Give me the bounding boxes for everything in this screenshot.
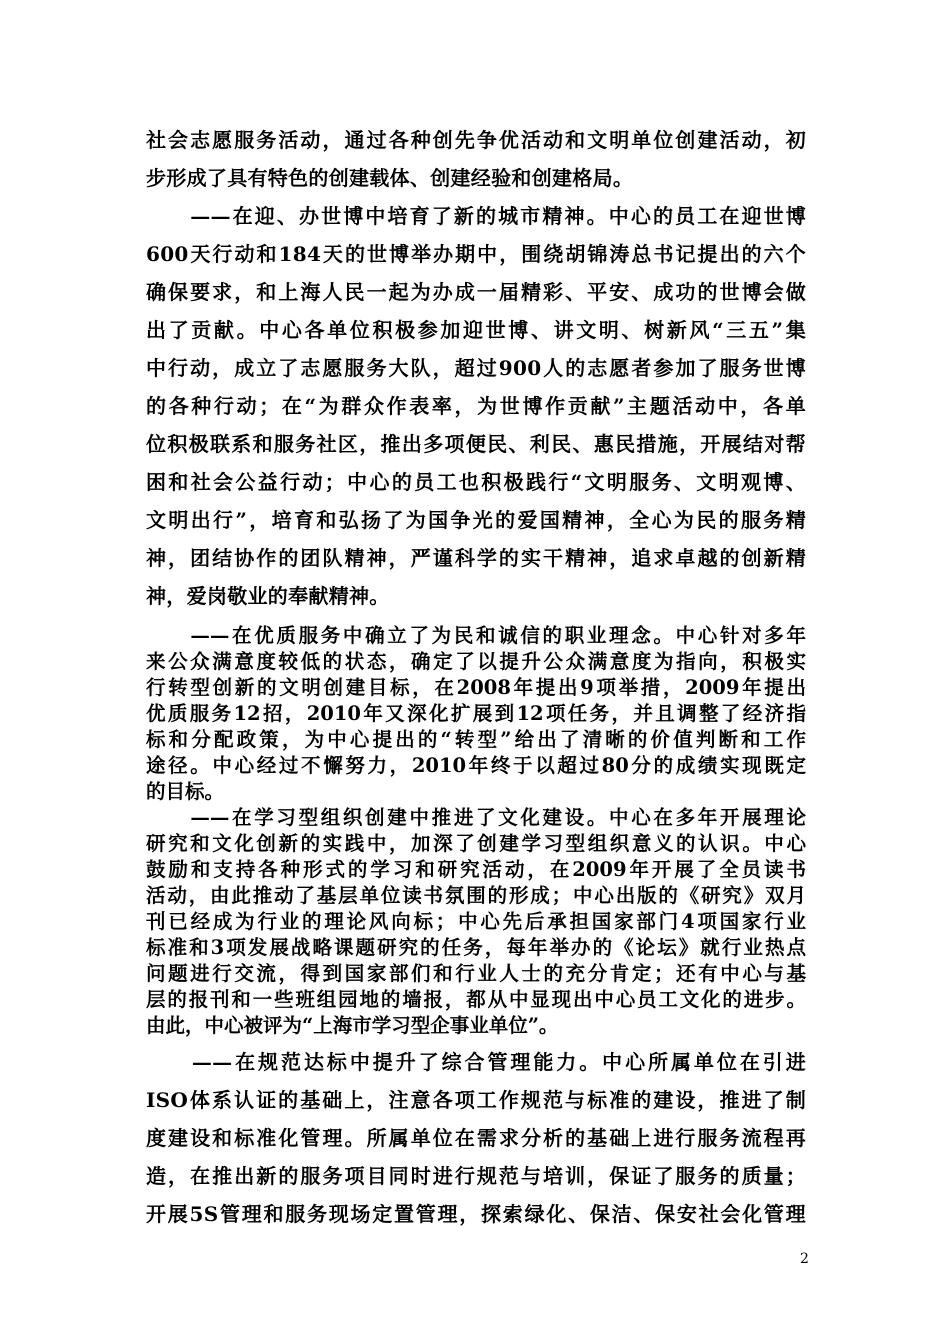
- paragraph-line: 优质服务12招，2010年又深化扩展到12项任务，并且调整了经济指: [146, 702, 806, 725]
- paragraph-line: ——在规范达标中提升了综合管理能力。中心所属单位在引进: [146, 1050, 806, 1074]
- paragraph-line: 开展5S管理和服务现场定置管理，探索绿化、保洁、保安社会化管理: [146, 1202, 806, 1226]
- paragraph-line: 由此，中心被评为“上海市学习型企事业单位”。: [146, 1014, 559, 1037]
- paragraph-line: 出了贡献。中心各单位积极参加迎世博、讲文明、树新风“三五”集: [146, 318, 806, 342]
- paragraph-line: 层的报刊和一些班组园地的墙报，都从中显现出中心员工文化的进步。: [146, 988, 806, 1011]
- paragraph-line: 中行动，成立了志愿服务大队，超过900人的志愿者参加了服务世博: [146, 356, 806, 380]
- paragraph-line: 神，团结协作的团队精神，严谨科学的实干精神，追求卓越的创新精: [146, 546, 806, 570]
- paragraph-line: 神，爱岗敬业的奉献精神。: [146, 584, 390, 608]
- paragraph-line: 刊已经成为行业的理论风向标；中心先后承担国家部门4项国家行业: [146, 910, 806, 933]
- paragraph-line: 行转型创新的文明创建目标，在2008年提出9项举措，2009年提出: [146, 676, 806, 699]
- paragraph-line: 社会志愿服务活动，通过各种创先争优活动和文明单位创建活动，初: [146, 128, 806, 152]
- paragraph-line: 标准和3项发展战略课题研究的任务，每年举办的《论坛》就行业热点: [146, 936, 806, 959]
- paragraph-line: 来公众满意度较低的状态，确定了以提升公众满意度为指向，积极实: [146, 650, 806, 673]
- paragraph-line: 步形成了具有特色的创建载体、创建经验和创建格局。: [146, 166, 634, 190]
- paragraph-line: ——在学习型组织创建中推进了文化建设。中心在多年开展理论: [146, 806, 806, 829]
- paragraph-line: 600天行动和184天的世博举办期中，围绕胡锦涛总书记提出的六个: [146, 242, 806, 266]
- paragraph-line: 文明出行”，培育和弘扬了为国争光的爱国精神，全心为民的服务精: [146, 508, 806, 532]
- paragraph-line: 确保要求，和上海人民一起为办成一届精彩、平安、成功的世博会做: [146, 280, 806, 304]
- paragraph-line: 度建设和标准化管理。所属单位在需求分析的基础上进行服务流程再: [146, 1126, 806, 1150]
- paragraph-line: 问题进行交流，得到国家部们和行业人士的充分肯定；还有中心与基: [146, 962, 806, 985]
- paragraph-line: 鼓励和支持各种形式的学习和研究活动，在2009年开展了全员读书: [146, 858, 806, 881]
- paragraph-line: ——在优质服务中确立了为民和诚信的职业理念。中心针对多年: [146, 624, 806, 647]
- paragraph-line: 活动，由此推动了基层单位读书氛围的形成；中心出版的《研究》双月: [146, 884, 806, 907]
- paragraph-line: 标和分配政策，为中心提出的“转型”给出了清晰的价值判断和工作: [146, 728, 806, 751]
- page-number: 2: [800, 1251, 809, 1267]
- paragraph-line: ISO体系认证的基础上，注意各项工作规范与标准的建设，推进了制: [146, 1088, 806, 1112]
- paragraph-line: 困和社会公益行动；中心的员工也积极践行“文明服务、文明观博、: [146, 470, 806, 494]
- paragraph-line: 位积极联系和服务社区，推出多项便民、利民、惠民措施，开展结对帮: [146, 432, 806, 456]
- paragraph-line: 造，在推出新的服务项目同时进行规范与培训，保证了服务的质量；: [146, 1164, 806, 1188]
- paragraph-line: 的各种行动；在“为群众作表率，为世博作贡献”主题活动中，各单: [146, 394, 806, 418]
- paragraph-line: 的目标。: [146, 780, 225, 803]
- paragraph-line: 途径。中心经过不懈努力，2010年终于以超过80分的成绩实现既定: [146, 754, 806, 777]
- paragraph-line: 研究和文化创新的实践中，加深了创建学习型组织意义的认识。中心: [146, 832, 806, 855]
- paragraph-line: ——在迎、办世博中培育了新的城市精神。中心的员工在迎世博: [146, 204, 806, 228]
